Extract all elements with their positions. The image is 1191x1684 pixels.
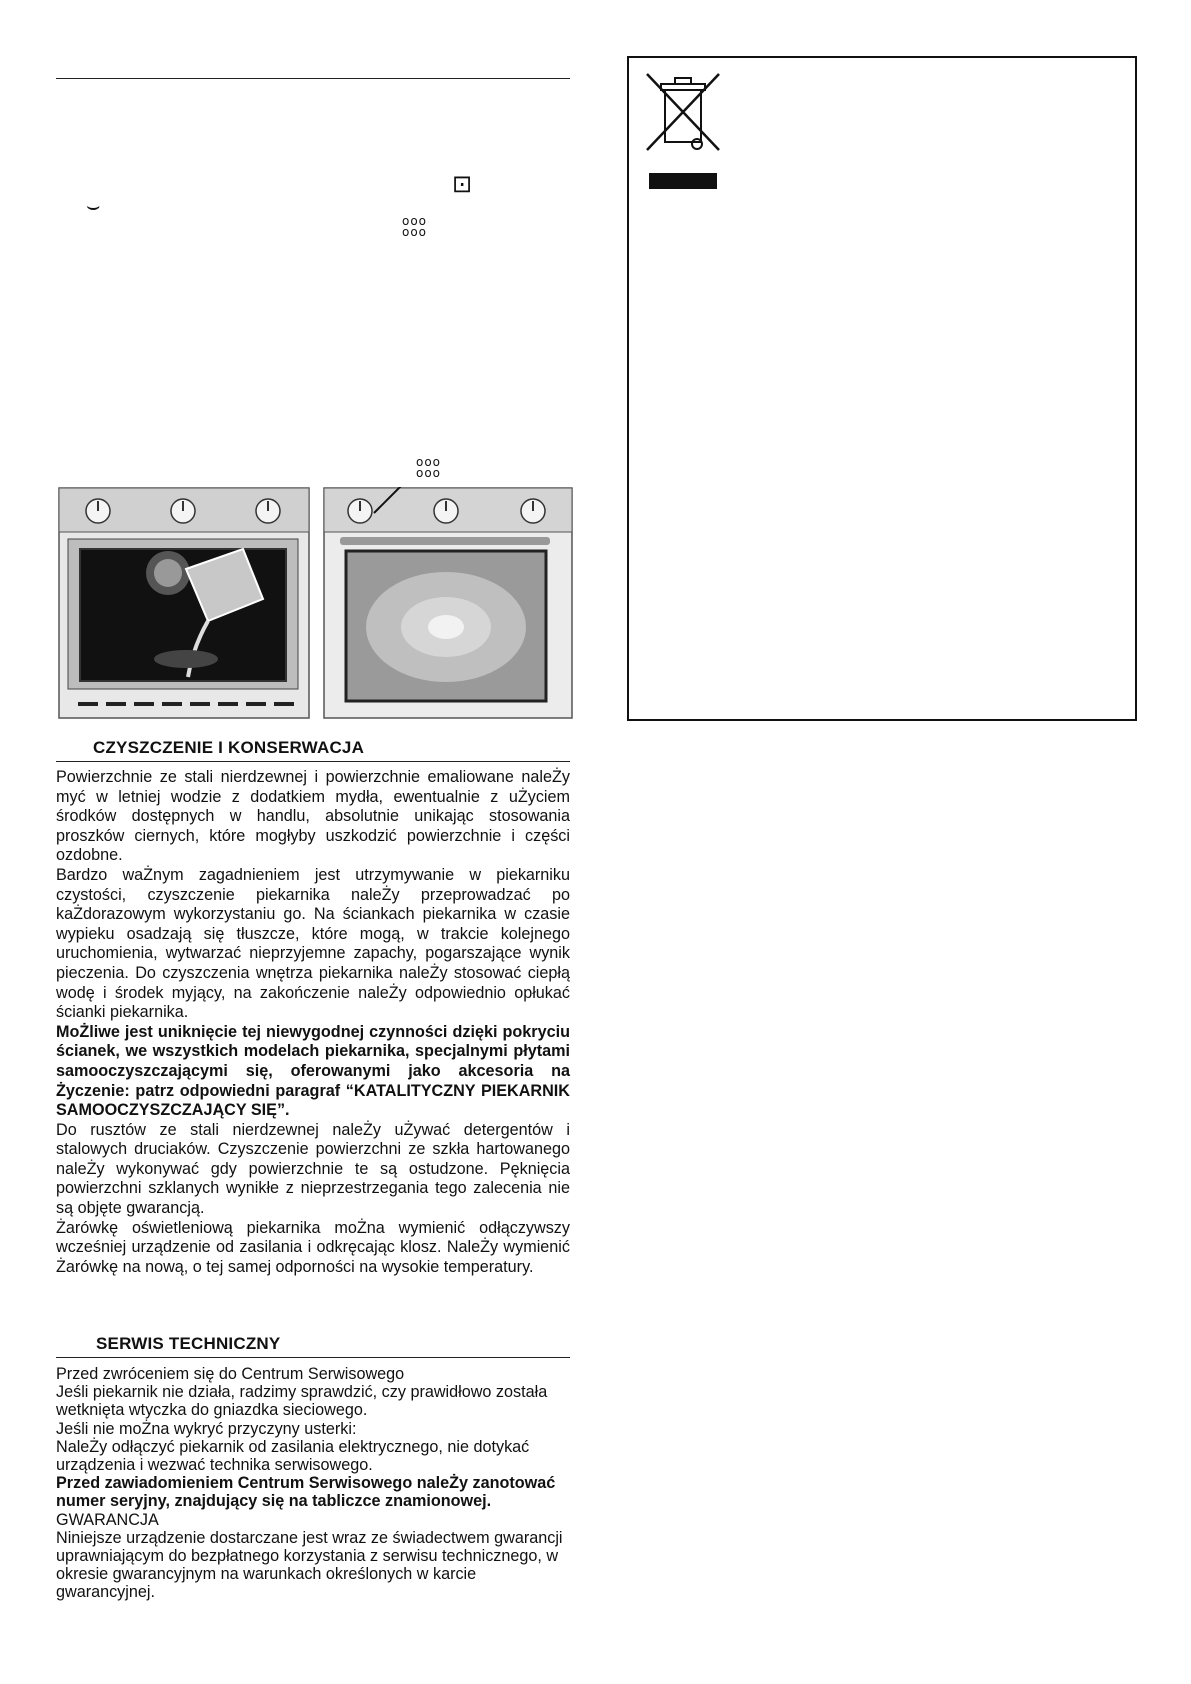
cleaning-rule xyxy=(56,761,570,762)
service-rule xyxy=(56,1357,570,1358)
cleaning-paragraph-3: MoŻliwe jest uniknięcie tej niewygodnej czynności dzięki pokryciu ścianek, we wszystkich modelach piekarnika, specjalnymi płytami samooczyszczającymi się, oferowanymi jako akcesoria na Życzenie: patrz odpowiedni paragraf “KATALITYCZNY PIEKARNIK SAMOOCZYSZCZAJĄCY SIĘ”. xyxy=(56,1022,570,1120)
recycling-notice-box xyxy=(627,56,1137,721)
cleaning-paragraph-1: Powierzchnie ze stali nierdzewnej i powierzchnie emaliowane naleŻy myć w letniej wodzie z dodatkiem mydła, ewentualnie z uŻyciem środków dostępnych w handlu, absolutnie unikając stosowania proszków ciernych, które mogłyby uszkodzić powierzchnie i części ozdobne. xyxy=(56,768,570,865)
black-bar-marker xyxy=(649,173,717,189)
cleaning-paragraph-4: Do rusztów ze stali nierdzewnej naleŻy uŻywać detergentów i stalowych druciaków. Czyszczenie powierzchni ze szkła hartowanego naleŻy wykonywać gdy powierzchnie te są ostudzone. Pęknięcia powierzchni szklanych wynikłe z nieprzestrzegania tego zalecenia nie są objęte gwarancją. xyxy=(56,1120,570,1218)
service-line-1: Przed zwróceniem się do Centrum Serwisowego xyxy=(56,1365,405,1383)
cleaning-heading: CZYSZCZENIE I KONSERWACJA xyxy=(93,738,365,757)
service-body xyxy=(56,1365,576,1602)
fan-light-symbol-a: ⊡ xyxy=(452,170,473,198)
oven-pouring-water-illustration xyxy=(58,487,573,722)
steam-drops-symbol: ooo ooo xyxy=(402,214,428,239)
cleaning-body xyxy=(56,768,570,1277)
service-line-4: NaleŻy odłączyć piekarnik od zasilania elektrycznego, nie dotykać urządzenia i wezwać technika serwisowego. xyxy=(56,1437,530,1475)
cleaning-paragraph-2: Bardzo waŻnym zagadnieniem jest utrzymywanie w piekarniku czystości, czyszczenie piekarnika naleŻy przeprowadzać po kaŻdorazowym wykorzystaniu go. Na ściankach piekarnika w czasie wypieku osadzają się tłuszcze, które mogą, w trakcie kolejnego uruchomienia, wytwarzać nieprzyjemne zapachy, pogarszające wynik pieczenia. Do czyszczenia wnętrza piekarnika naleŻy stosować ciepłą wodę i środek myjący, na zakończenie naleŻy odpowiednio opłukać ścianki piekarnika. xyxy=(56,865,570,1022)
cleaning-paragraph-5: Żarówkę oświetleniową piekarnika moŻna wymienić odłączywszy wcześniej urządzenie od zasilania i odkręcając klosz. NaleŻy wymienić Żarówkę na nową, o tej samej odporności na wysokie temperatury. xyxy=(56,1218,570,1276)
steam-drops-figure-symbol: ooo ooo xyxy=(416,455,442,480)
service-line-7: Niniejsze urządzenie dostarczane jest wraz ze świadectwem gwarancji uprawniającym do bezpłatnego korzystania z serwisu technicznego, w okresie gwarancyjnym na warunkach określonych w karcie gwarancyjnej. xyxy=(56,1528,563,1602)
oven-right xyxy=(324,487,572,718)
fan-light-symbol-b: ⌣ xyxy=(86,194,101,219)
service-line-5: Przed zawiadomieniem Centrum Serwisowego naleŻy zanotować numer seryjny, znajdujący się na tabliczce znamionowej. xyxy=(56,1474,556,1511)
service-line-6: GWARANCJA xyxy=(56,1510,159,1529)
oven-left xyxy=(59,488,309,718)
crossed-out-bin-icon xyxy=(643,70,723,154)
service-heading: SERWIS TECHNICZNY xyxy=(96,1334,281,1353)
service-line-3: Jeśli nie moŻna wykryć przyczyny usterki: xyxy=(56,1419,357,1438)
service-line-2: Jeśli piekarnik nie działa, radzimy sprawdzić, czy prawidłowo została wetknięta wtyczka do gniazdka sieciowego. xyxy=(56,1383,548,1420)
top-rule xyxy=(56,78,570,79)
